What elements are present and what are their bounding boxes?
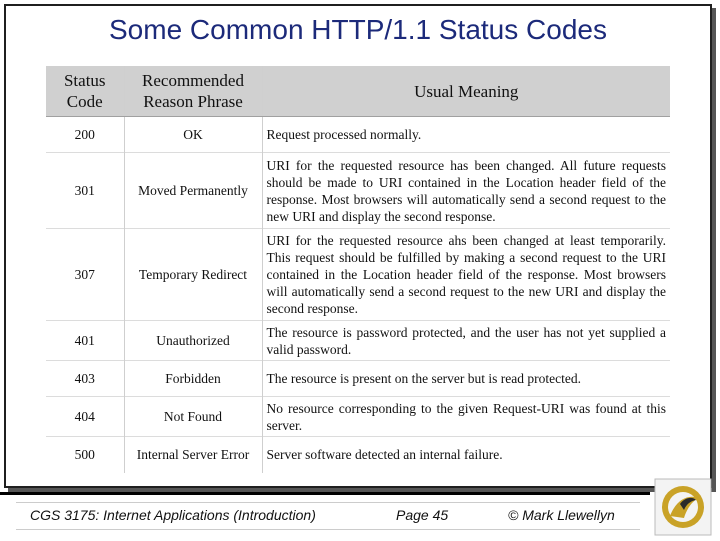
- footer-course: CGS 3175: Internet Applications (Introduction): [30, 507, 316, 523]
- cell-phrase: OK: [124, 117, 262, 153]
- table-row: [46, 117, 670, 153]
- header-reason-phrase: Recommended Reason Phrase: [124, 66, 262, 117]
- ucf-pegasus-logo-icon: [654, 478, 712, 536]
- cell-phrase: Forbidden: [124, 361, 262, 397]
- footer-bar: [16, 502, 640, 530]
- cell-code: 404: [74, 408, 95, 424]
- cell-phrase: Not Found: [124, 397, 262, 437]
- header-usual-meaning: Usual Meaning: [262, 66, 670, 117]
- table-row: [46, 153, 670, 229]
- cell-code: 403: [74, 370, 95, 386]
- cell-meaning: URI for the requested resource ahs been changed at least temporarily. This request should be fulfilled by making a second request to the URI contained in the Location header field of the response. Most browsers will automatically send a second request to the new URI and display the second response.: [262, 229, 670, 321]
- cell-meaning: Request processed normally.: [262, 117, 670, 153]
- cell-meaning: No resource corresponding to the given Request-URI was found at this server.: [262, 397, 670, 437]
- cell-meaning: URI for the requested resource has been changed. All future requests should be made to URI contained in the Location header field of the response. Most browsers will automatically send a second request to the new URI and display the second response.: [262, 153, 670, 229]
- slide-footer: [0, 492, 720, 540]
- cell-meaning: The resource is present on the server but is read protected.: [262, 361, 670, 397]
- cell-code: 301: [74, 182, 95, 198]
- cell-phrase: Moved Permanently: [124, 153, 262, 229]
- footer-divider: [0, 492, 650, 495]
- table-row: [46, 229, 670, 321]
- table-row: [46, 361, 670, 397]
- table-header-row: [46, 66, 670, 117]
- cell-code: 500: [74, 446, 95, 462]
- cell-meaning: Server software detected an internal failure.: [262, 437, 670, 473]
- cell-phrase: Temporary Redirect: [124, 229, 262, 321]
- footer-page-number: Page 45: [396, 507, 449, 523]
- status-codes-table: [46, 66, 670, 473]
- cell-code: 401: [74, 332, 95, 348]
- cell-code: 307: [74, 266, 95, 282]
- cell-meaning: The resource is password protected, and the user has not yet supplied a valid password.: [262, 321, 670, 361]
- table-row: [46, 397, 670, 437]
- footer-author: © Mark Llewellyn: [508, 507, 615, 523]
- table-row: [46, 321, 670, 361]
- cell-code: 200: [74, 126, 95, 142]
- cell-phrase: Internal Server Error: [124, 437, 262, 473]
- table-row: [46, 437, 670, 473]
- header-status-code: Status Code: [46, 66, 124, 117]
- cell-phrase: Unauthorized: [124, 321, 262, 361]
- slide-title: Some Common HTTP/1.1 Status Codes: [109, 14, 607, 45]
